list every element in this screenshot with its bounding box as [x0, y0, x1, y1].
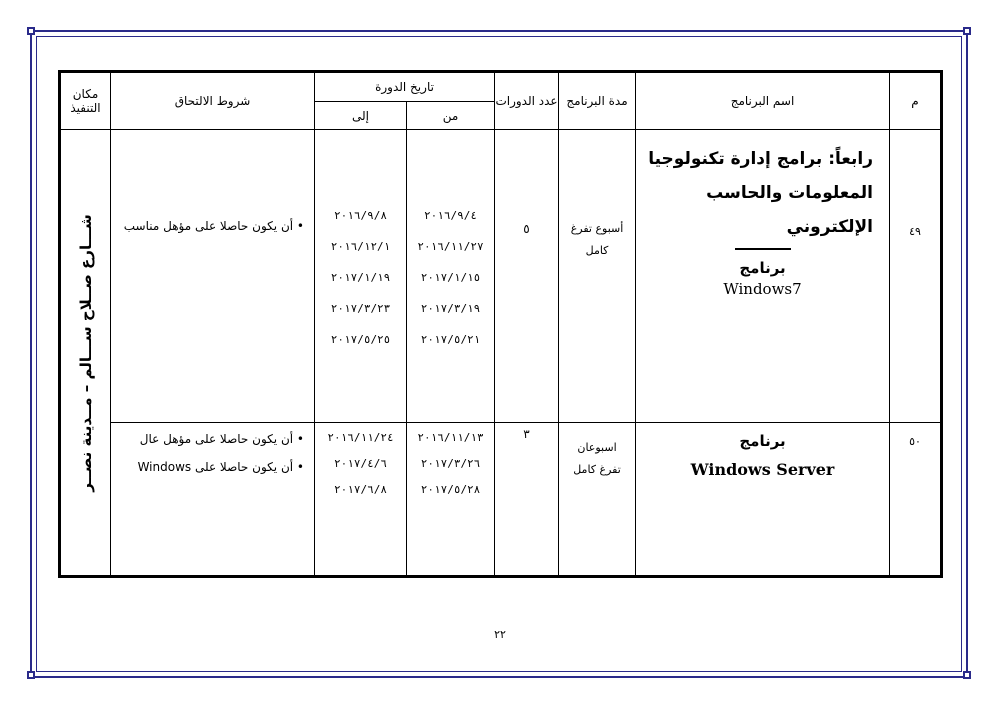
from-date: ٢٠١٦/٩/٤ [424, 209, 477, 222]
header-place: مكان التنفيذ [60, 72, 111, 130]
place-cell [60, 130, 111, 577]
program-name: Windows Server [690, 460, 835, 479]
to-date: ٢٠١٧/٤/٦ [334, 457, 387, 470]
from-dates-cell [407, 130, 495, 423]
from-date: ٢٠١٧/٥/٢١ [420, 333, 481, 346]
corner-ornament [963, 671, 971, 679]
to-date: ٢٠١٧/٣/٢٣ [330, 302, 391, 315]
conditions-cell [111, 130, 315, 423]
corner-ornament [27, 671, 35, 679]
duration-line1: أسبوع تفرغ [570, 222, 624, 235]
duration-cell [559, 130, 636, 423]
program-name: Windows7 [723, 280, 802, 298]
divider [735, 248, 791, 250]
section-title-line2: المعلومات والحاسب الإلكتروني [706, 183, 874, 237]
to-date: ٢٠١٧/١/١٩ [330, 271, 391, 284]
from-date: ٢٠١٦/١١/٢٧ [417, 240, 484, 253]
section-title-line1: رابعاً: برامج إدارة تكنولوجيا [648, 149, 874, 169]
from-date: ٢٠١٦/١١/١٣ [417, 431, 484, 444]
program-label: برنامج [739, 259, 786, 277]
corner-ornament [963, 27, 971, 35]
corner-ornament [27, 27, 35, 35]
header-to: إلى [315, 102, 407, 130]
to-date: ٢٠١٧/٥/٢٥ [330, 333, 391, 346]
header-duration: مدة البرنامج [559, 72, 636, 130]
header-from: من [407, 102, 495, 130]
program-cell [636, 423, 890, 577]
from-date: ٢٠١٧/١/١٥ [420, 271, 481, 284]
header-course-date: تاريخ الدورة [315, 72, 495, 102]
header-conditions: شروط الالتحاق [111, 72, 315, 130]
program-label: برنامج [739, 432, 786, 450]
row-index: ٤٩ [890, 130, 942, 423]
from-dates-cell [407, 423, 495, 577]
duration-line2: تفرغ كامل [573, 463, 621, 476]
condition-item: • أن يكون حاصلا على مؤهل مناسب [123, 219, 304, 233]
place-text: شـــارع صــلاح ســـالم – مــدينة نصــر [76, 213, 95, 492]
from-date: ٢٠١٧/٣/١٩ [420, 302, 481, 315]
count-cell: ٥ [495, 130, 559, 423]
to-date: ٢٠١٧/٦/٨ [334, 483, 387, 496]
count-cell: ٣ [495, 423, 559, 577]
duration-line1: اسبوعان [577, 441, 617, 454]
duration-line2: كامل [585, 244, 609, 257]
to-date: ٢٠١٦/١١/٢٤ [327, 431, 394, 444]
program-cell [636, 130, 890, 423]
to-dates-cell [315, 130, 407, 423]
header-index: م [890, 72, 942, 130]
condition-item: • أن يكون حاصلا على مؤهل عال [139, 432, 304, 446]
to-date: ٢٠١٦/٩/٨ [334, 209, 387, 222]
table-row [60, 423, 942, 577]
from-date: ٢٠١٧/٣/٢٦ [420, 457, 481, 470]
to-date: ٢٠١٦/١٢/١ [330, 240, 391, 253]
programs-table [58, 70, 943, 578]
page-number: ٢٢ [494, 628, 506, 641]
condition-item: • أن يكون حاصلا على Windows [137, 460, 304, 474]
conditions-cell [111, 423, 315, 577]
from-date: ٢٠١٧/٥/٢٨ [420, 483, 481, 496]
to-dates-cell [315, 423, 407, 577]
header-program-name: اسم البرنامج [636, 72, 890, 130]
duration-cell [559, 423, 636, 577]
header-count: عدد الدورات [495, 72, 559, 130]
table-row [60, 130, 942, 423]
header-row [60, 72, 942, 102]
row-index: ٥٠ [890, 423, 942, 577]
